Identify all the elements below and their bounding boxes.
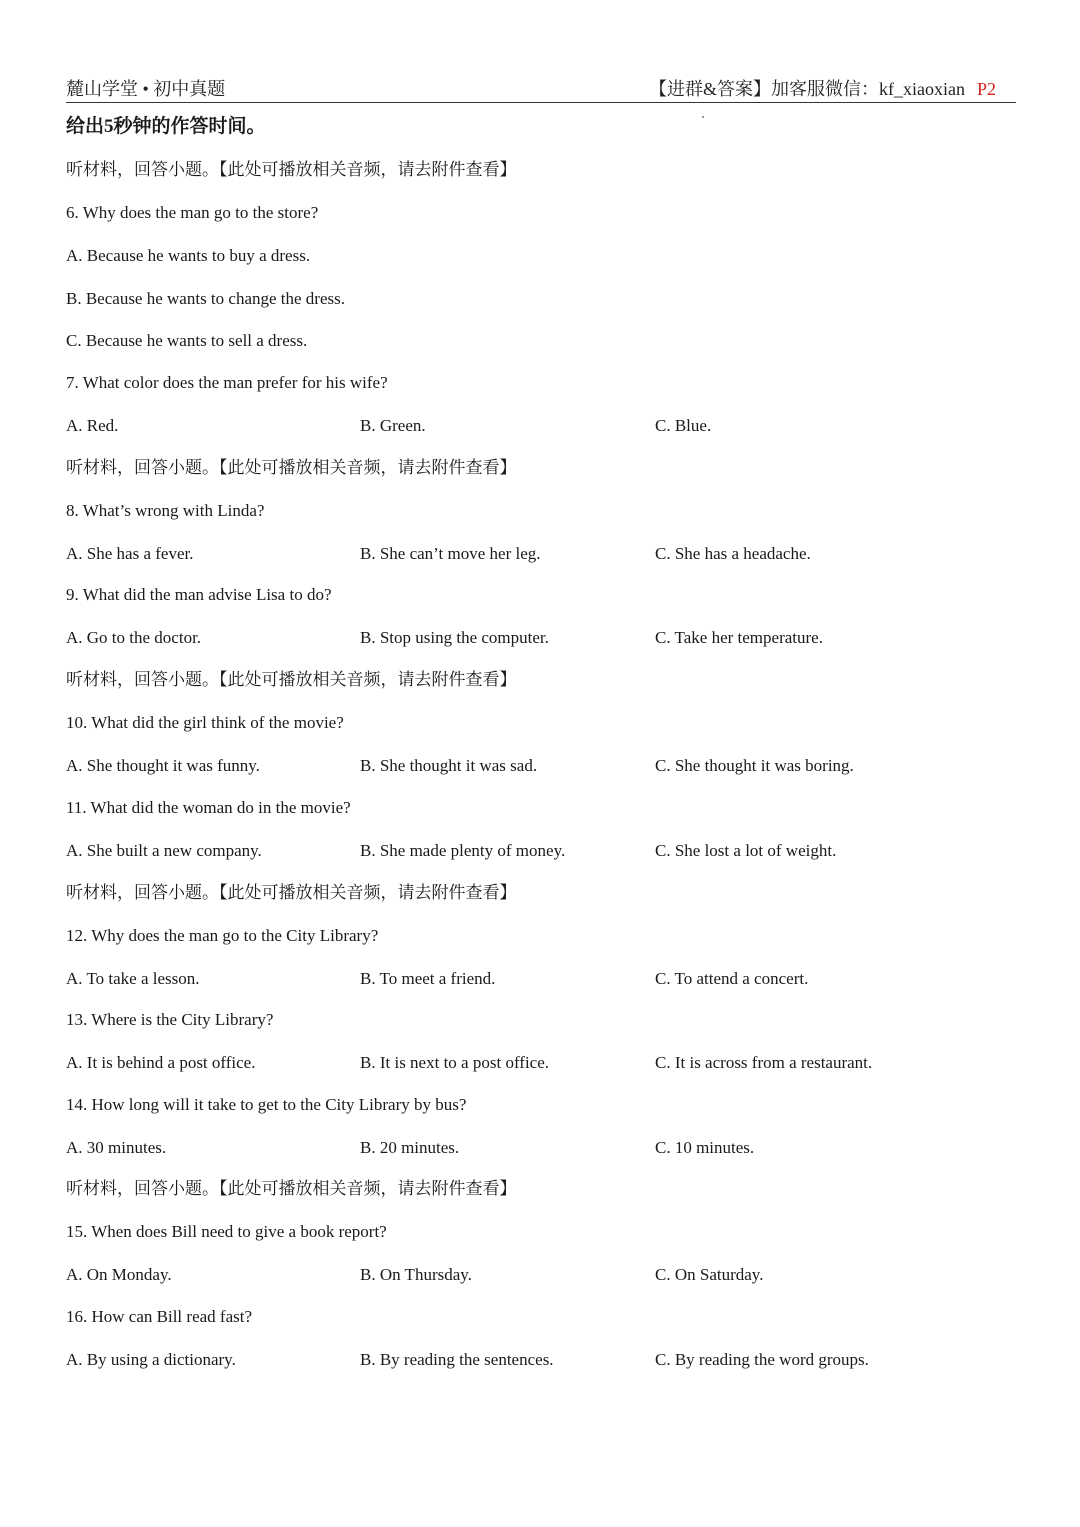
question-11-option-b: B. She made plenty of money. xyxy=(360,841,566,860)
question-13-option-b: B. It is next to a post office. xyxy=(360,1053,550,1072)
question-9: 9. What did the man advise Lisa to do? xyxy=(66,585,332,604)
listen-note: 听材料，回答小题。【此处可播放相关音频，请去附件查看】 xyxy=(66,883,517,902)
question-9-option-b: B. Stop using the computer. xyxy=(360,628,549,647)
page-header xyxy=(66,78,1016,103)
question-14-option-b: B. 20 minutes. xyxy=(360,1138,460,1157)
question-16-option-c: C. By reading the word groups. xyxy=(655,1350,869,1369)
header-contact xyxy=(649,78,996,100)
listen-note: 听材料，回答小题。【此处可播放相关音频，请去附件查看】 xyxy=(66,1179,517,1198)
question-13-option-c: C. It is across from a restaurant. xyxy=(655,1053,873,1072)
question-7: 7. What color does the man prefer for his wife? xyxy=(66,373,388,392)
question-16-option-b: B. By reading the sentences. xyxy=(360,1350,554,1369)
question-10: 10. What did the girl think of the movie? xyxy=(66,713,344,732)
question-6-option-b: B. Because he wants to change the dress. xyxy=(66,289,345,308)
question-13-option-a: A. It is behind a post office. xyxy=(66,1053,256,1072)
page-number: P2 xyxy=(976,79,996,99)
question-7-option-a: A. Red. xyxy=(66,416,119,435)
question-6-option-a: A. Because he wants to buy a dress. xyxy=(66,246,311,265)
question-7-option-b: B. Green. xyxy=(360,416,426,435)
question-11-option-a: A. She built a new company. xyxy=(66,841,262,860)
question-7-option-c: C. Blue. xyxy=(655,416,712,435)
question-12: 12. Why does the man go to the City Library? xyxy=(66,926,379,945)
header-title: 麓山学堂 • 初中真题 xyxy=(66,79,226,99)
question-8-option-a: A. She has a fever. xyxy=(66,544,194,563)
question-10-option-b: B. She thought it was sad. xyxy=(360,756,538,775)
question-15-option-c: C. On Saturday. xyxy=(655,1265,764,1284)
question-9-option-a: A. Go to the doctor. xyxy=(66,628,202,647)
question-8-option-c: C. She has a headache. xyxy=(655,544,811,563)
listen-note: 听材料，回答小题。【此处可播放相关音频，请去附件查看】 xyxy=(66,670,517,689)
question-6-option-c: C. Because he wants to sell a dress. xyxy=(66,331,308,350)
question-15-option-b: B. On Thursday. xyxy=(360,1265,472,1284)
listen-note: 听材料，回答小题。【此处可播放相关音频，请去附件查看】 xyxy=(66,160,517,179)
question-11-option-c: C. She lost a lot of weight. xyxy=(655,841,837,860)
question-11: 11. What did the woman do in the movie? xyxy=(66,798,351,817)
scan-dot xyxy=(702,116,704,118)
question-15: 15. When does Bill need to give a book report? xyxy=(66,1222,387,1241)
question-14-option-c: C. 10 minutes. xyxy=(655,1138,755,1157)
question-14: 14. How long will it take to get to the City Library by bus? xyxy=(66,1095,467,1114)
question-15-option-a: A. On Monday. xyxy=(66,1265,172,1284)
question-10-option-c: C. She thought it was boring. xyxy=(655,756,854,775)
listen-note: 听材料，回答小题。【此处可播放相关音频，请去附件查看】 xyxy=(66,458,517,477)
question-12-option-c: C. To attend a concert. xyxy=(655,969,809,988)
question-14-option-a: A. 30 minutes. xyxy=(66,1138,167,1157)
question-10-option-a: A. She thought it was funny. xyxy=(66,756,260,775)
question-16: 16. How can Bill read fast? xyxy=(66,1307,252,1326)
header-contact-text: 【进群&答案】加客服微信：kf_xiaoxian xyxy=(649,79,965,99)
question-8: 8. What’s wrong with Linda? xyxy=(66,501,265,520)
question-16-option-a: A. By using a dictionary. xyxy=(66,1350,236,1369)
question-6: 6. Why does the man go to the store? xyxy=(66,203,319,222)
question-8-option-b: B. She can’t move her leg. xyxy=(360,544,541,563)
intro-instruction: 给出5秒钟的作答时间。 xyxy=(66,116,266,137)
question-13: 13. Where is the City Library? xyxy=(66,1010,274,1029)
question-12-option-a: A. To take a lesson. xyxy=(66,969,200,988)
question-9-option-c: C. Take her temperature. xyxy=(655,628,823,647)
question-12-option-b: B. To meet a friend. xyxy=(360,969,496,988)
